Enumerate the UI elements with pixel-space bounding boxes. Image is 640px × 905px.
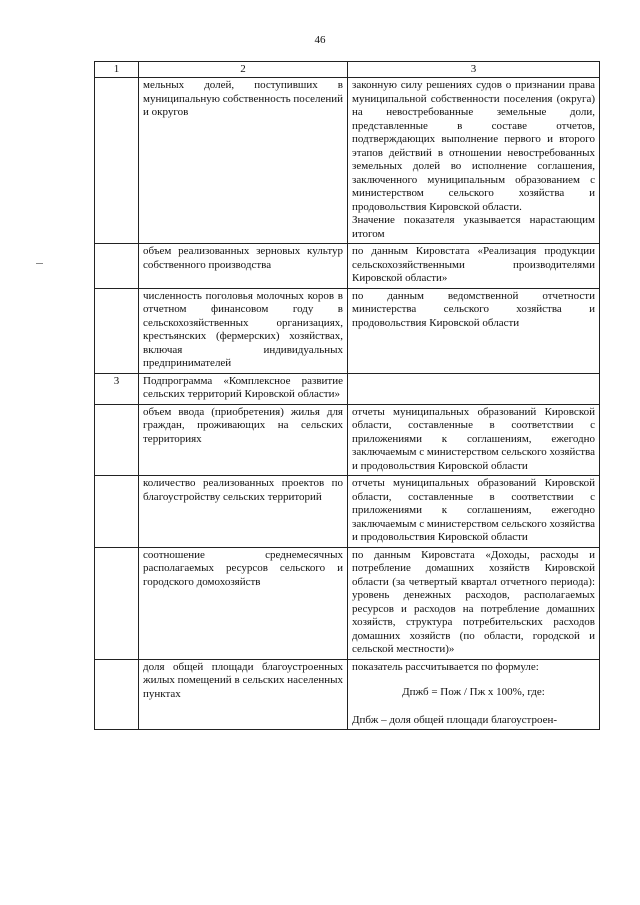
source-cell bbox=[348, 373, 600, 404]
row-number bbox=[95, 404, 139, 476]
source-note: Значение показателя указывается нарастающим итогом bbox=[352, 214, 595, 240]
indicator-cell: соотношение среднемесячных располагаемых ресурсов сельского и городского домохозяйств bbox=[139, 547, 348, 659]
table-row bbox=[95, 244, 600, 289]
indicator-cell: количество реализованных проектов по благоустройству сельских территорий bbox=[139, 476, 348, 548]
source-text: показатель рассчитывается по формуле: bbox=[352, 660, 539, 673]
table-row bbox=[95, 373, 600, 404]
table-row bbox=[95, 288, 600, 373]
table-row bbox=[95, 547, 600, 659]
row-number bbox=[95, 547, 139, 659]
subprogram-title-cell: Подпрограмма «Комплексное развитие сельских территорий Кировской области» bbox=[139, 373, 348, 404]
source-cell: по данным Кировстата «Доходы, расходы и потребление домашних хозяйств Кировской области (за четвертый квартал отчетного периода): уровень денежных расходов, располагаемых ресурсов и расходов на потребление домашних хозяйств, структура потребительских расходов домашних хозяйств (по области, городской и сельской местности)» bbox=[348, 547, 600, 659]
row-number bbox=[95, 244, 139, 289]
source-cell bbox=[348, 659, 600, 730]
indicator-cell: объем ввода (приобретения) жилья для граждан, проживающих на сельских территориях bbox=[139, 404, 348, 476]
indicators-table bbox=[94, 61, 600, 730]
source-cell: отчеты муниципальных образований Кировской области, составленные в соответствии с приложениями к соглашениям, ежегодно заключаемым с министерством сельского хозяйства и продовольствия Кировской области bbox=[348, 476, 600, 548]
header-col-2: 2 bbox=[139, 62, 348, 78]
table-row bbox=[95, 78, 600, 244]
formula: Дпжб = Пож / Пж x 100%, где: bbox=[402, 686, 545, 698]
source-cell bbox=[348, 78, 600, 244]
margin-mark bbox=[36, 263, 43, 264]
source-cell: по данным Кировстата «Реализация продукции сельскохозяйственными производителями Кировской области» bbox=[348, 244, 600, 289]
source-cell: отчеты муниципальных образований Кировской области, составленные в соответствии с приложениями к соглашениям, ежегодно заключаемым с министерством сельского хозяйства и продовольствия Кировской области bbox=[348, 404, 600, 476]
formula-definition: Дпбж – доля общей площади благоустроен- bbox=[352, 713, 558, 726]
table-row bbox=[95, 404, 600, 476]
indicator-cell: доля общей площади благоустроенных жилых помещений в сельских населенных пунктах bbox=[139, 659, 348, 730]
table-header-row bbox=[95, 62, 600, 78]
indicator-cell: численность поголовья молочных коров в отчетном финансовом году в сельскохозяйственных организациях, крестьянских (фермерских) хозяйствах, включая индивидуальных предпринимателей bbox=[139, 288, 348, 373]
row-number: 3 bbox=[95, 373, 139, 404]
indicator-cell: объем реализованных зерновых культур собственного производства bbox=[139, 244, 348, 289]
row-number bbox=[95, 476, 139, 548]
row-number bbox=[95, 659, 139, 730]
row-number bbox=[95, 78, 139, 244]
table-row bbox=[95, 476, 600, 548]
indicator-cell: мельных долей, поступивших в муниципальную собственность поселений и округов bbox=[139, 78, 348, 244]
row-number bbox=[95, 288, 139, 373]
source-cell: по данным ведомственной отчетности министерства сельского хозяйства и продовольствия Кировской области bbox=[348, 288, 600, 373]
header-col-1: 1 bbox=[95, 62, 139, 78]
header-col-3: 3 bbox=[348, 62, 600, 78]
source-text: законную силу решениях судов о признании права муниципальной собственности поселения (округа) на невостребованные земельные доли, представленные в составе отчетов, подтверждающих выполнение первого и второго этапов действий в отношении невостребованных земельных долей во исполнение соглашения, заключенного муниципальным образованием с министерством сельского хозяйства и продовольствия Кировской области. bbox=[352, 79, 595, 213]
page-number: 46 bbox=[314, 34, 326, 46]
table-row bbox=[95, 659, 600, 730]
